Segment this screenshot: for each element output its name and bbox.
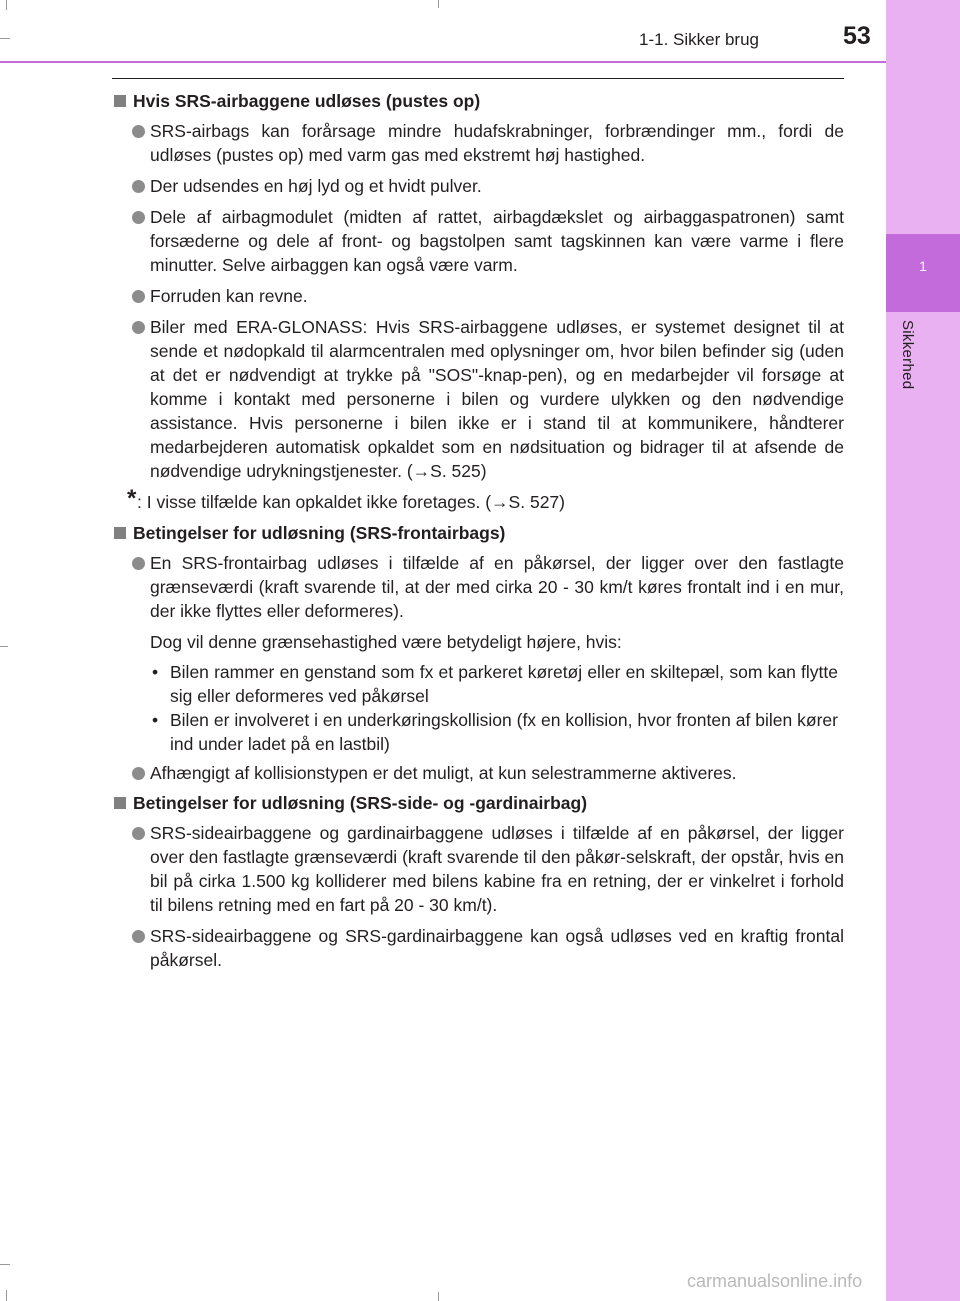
chapter-title: Sikkerhed	[899, 320, 916, 390]
list-item: Der udsendes en høj lyd og et hvidt pulver.	[112, 174, 844, 198]
circle-bullet-icon	[132, 290, 145, 303]
circle-bullet-icon	[132, 180, 145, 193]
list-item: Forruden kan revne.	[112, 284, 844, 308]
asterisk-icon: *	[127, 485, 137, 512]
crop-mark	[438, 0, 439, 8]
list-item: En SRS-frontairbag udløses i tilfælde af en påkørsel, der ligger over den fastlagte grænseværdi (kraft svarende til, at der med cirka 20 - 30 km/t køres frontalt ind i en mur, der ikke flyttes eller deformeres).	[112, 551, 844, 623]
crop-mark	[438, 1292, 439, 1301]
circle-bullet-icon	[132, 321, 145, 334]
circle-bullet-icon	[132, 767, 145, 780]
header-divider	[0, 61, 886, 63]
dot-bullet-icon: •	[152, 710, 159, 730]
square-bullet-icon	[114, 797, 126, 809]
content-rule	[112, 78, 844, 79]
list-item: SRS-sideairbaggene og gardinairbaggene udløses i tilfælde af en påkørsel, der ligger over den fastlagte grænseværdi (kraft svarende til den påkør-selskraft, der opstår, hvis en bil på cirka 1.500 kg kolliderer med bilens kabine fra en retning, der er vinkelret i forhold til bilens retning med en fart på 20 - 30 km/t).	[112, 821, 844, 917]
list-item: SRS-airbags kan forårsage mindre hudafskrabninger, forbrændinger mm., fordi de udløses (pustes op) med varm gas med ekstremt høj hastighed.	[112, 119, 844, 167]
section-heading-side-curtain-airbags: Betingelser for udløsning (SRS-side- og -gardinairbag)	[112, 792, 844, 815]
circle-bullet-icon	[132, 557, 145, 570]
dot-bullet-icon: •	[152, 662, 159, 682]
sub-list-item: • Bilen rammer en genstand som fx et parkeret køretøj eller en skiltepæl, som kan flytte sig eller deformeres ved påkørsel	[152, 662, 838, 706]
watermark: carmanualsonline.info	[687, 1271, 863, 1291]
crop-mark	[6, 0, 7, 10]
footnote	[112, 485, 844, 514]
circle-bullet-icon	[132, 125, 145, 138]
square-bullet-icon	[114, 95, 126, 107]
circle-bullet-icon	[132, 930, 145, 943]
section-heading-front-airbags: Betingelser for udløsning (SRS-frontairbags)	[112, 522, 844, 545]
footnote-text: : I visse tilfælde kan opkaldet ikke foretages. (→S. 527)	[137, 492, 565, 512]
circle-bullet-icon	[132, 827, 145, 840]
chapter-title-tab	[885, 320, 925, 420]
list-item: Afhængigt af kollisionstypen er det muligt, at kun selestrammerne aktiveres.	[112, 761, 844, 785]
chapter-number: 1	[919, 258, 927, 274]
section-heading-airbag-deploy: Hvis SRS-airbaggene udløses (pustes op)	[112, 90, 844, 113]
chapter-side-band	[886, 0, 960, 1301]
page-content	[112, 78, 844, 979]
square-bullet-icon	[114, 527, 126, 539]
sub-list-item: • Bilen er involveret i en underkøringskollision (fx en kollision, hvor fronten af bilen kører ind under ladet på en lastbil)	[152, 710, 838, 754]
page-number: 53	[843, 22, 871, 50]
section-title: 1-1. Sikker brug	[639, 30, 759, 49]
crop-mark	[0, 1264, 10, 1265]
list-item: Biler med ERA-GLONASS: Hvis SRS-airbaggene udløses, er systemet designet til at sende et nødopkald til alarmcentralen med oplysninger om, hvor bilen befinder sig (uden at det er nødvendigt at trykke på "SOS"-knap-pen), og en medarbejder vil forsøge at komme i kontakt med personerne i bilen og vurdere ulykken og den nødvendige assistance. Hvis personerne i bilen ikke er i stand til at kommunikere, håndterer medarbejderen automatisk opkaldet som en nødsituation og bidrager til at afsende de nødvendige udrykningstjenester. (→S. 525)	[112, 315, 844, 483]
list-item: SRS-sideairbaggene og SRS-gardinairbaggene kan også udløses ved en kraftig frontal påkørsel.	[112, 924, 844, 972]
crop-mark	[0, 646, 8, 647]
circle-bullet-icon	[132, 211, 145, 224]
list-item: Dele af airbagmodulet (midten af rattet, airbagdækslet og airbaggaspatronen) samt forsæderne og dele af front- og bagstolpen samt tagskinnen kan være varme i flere minutter. Selve airbaggen kan også være varm.	[112, 205, 844, 277]
sub-list	[112, 660, 844, 756]
note-text: Dog vil denne grænsehastighed være betydeligt højere, hvis:	[150, 632, 622, 652]
crop-mark	[6, 1290, 7, 1301]
crop-mark	[0, 38, 10, 39]
